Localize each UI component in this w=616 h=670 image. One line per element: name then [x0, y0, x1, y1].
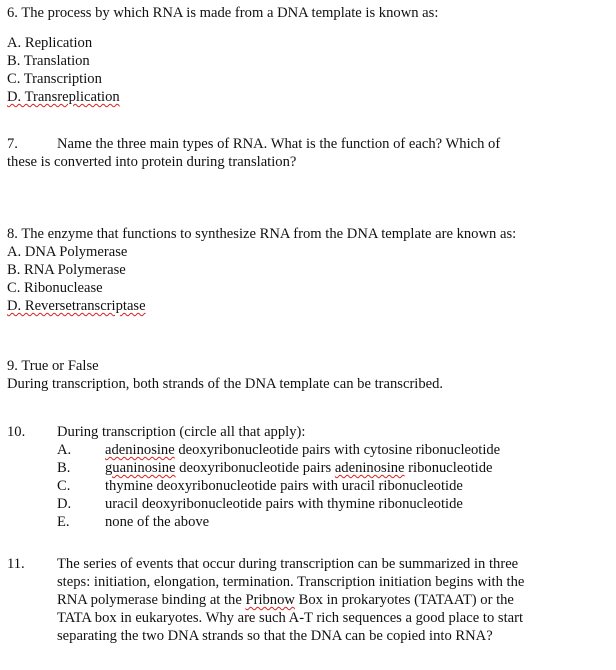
question-8-prompt: 8. The enzyme that functions to synthesize RNA from the DNA template are known as: [7, 226, 517, 242]
misspelled-word: guaninosine [105, 460, 176, 476]
question-10-number: 10. [7, 424, 26, 440]
question-8-option-d: D. Reversetranscriptase [7, 298, 146, 314]
question-8 [7, 225, 607, 315]
question-10-option-c: C. thymine deoxyribonucleotide pairs with uracil ribonucleotide [57, 478, 463, 494]
question-6-prompt: 6. The process by which RNA is made from a DNA template is known as: [7, 5, 439, 21]
question-6-option-b: B. Translation [7, 53, 90, 69]
question-8-option-c: C. Ribonuclease [7, 280, 103, 296]
question-8-option-a: A. DNA Polymerase [7, 244, 128, 260]
question-10-option-e: E. none of the above [57, 514, 210, 530]
question-6-option-d: D. Transreplication [7, 89, 120, 105]
question-6-option-c: C. Transcription [7, 71, 102, 87]
question-9 [7, 357, 607, 393]
question-10-option-a: A. adeninosine deoxyribonucleotide pairs with cytosine ribonucleotide [57, 442, 501, 458]
question-9-title: 9. True or False [7, 358, 99, 374]
question-6 [7, 4, 607, 106]
question-6-option-a: A. Replication [7, 35, 93, 51]
question-7-number: 7. [7, 136, 18, 152]
misspelled-word: adeninosine [334, 460, 405, 476]
question-11-body: The series of events that occur during transcription can be summarized in three steps: initiation, elongation, termination. Transcription initiation begins with the RNA polymerase binding at the Pribnow Box in prokaryotes (TATAAT) or the TATA box in eukaryotes. Why are such A-T rich sequences a good place to start separating the two DNA strands so that the DNA can be copied into RNA? [57, 556, 525, 644]
misspelled-word: adeninosine [105, 442, 175, 458]
question-10-prompt: During transcription (circle all that apply): [57, 424, 306, 440]
question-10-option-b: B. guaninosine deoxyribonucleotide pairs adeninosine ribonucleotide [57, 460, 493, 476]
question-7-line-2: these is converted into protein during translation? [7, 154, 297, 170]
question-11-number: 11. [7, 556, 25, 572]
question-8-option-b: B. RNA Polymerase [7, 262, 126, 278]
misspelled-word: Pribnow [245, 592, 295, 608]
question-7-line-1: Name the three main types of RNA. What is the function of each? Which of [57, 136, 501, 152]
question-10-option-d: D. uracil deoxyribonucleotide pairs with thymine ribonucleotide [57, 496, 463, 512]
question-9-statement: During transcription, both strands of the DNA template can be transcribed. [7, 376, 444, 392]
